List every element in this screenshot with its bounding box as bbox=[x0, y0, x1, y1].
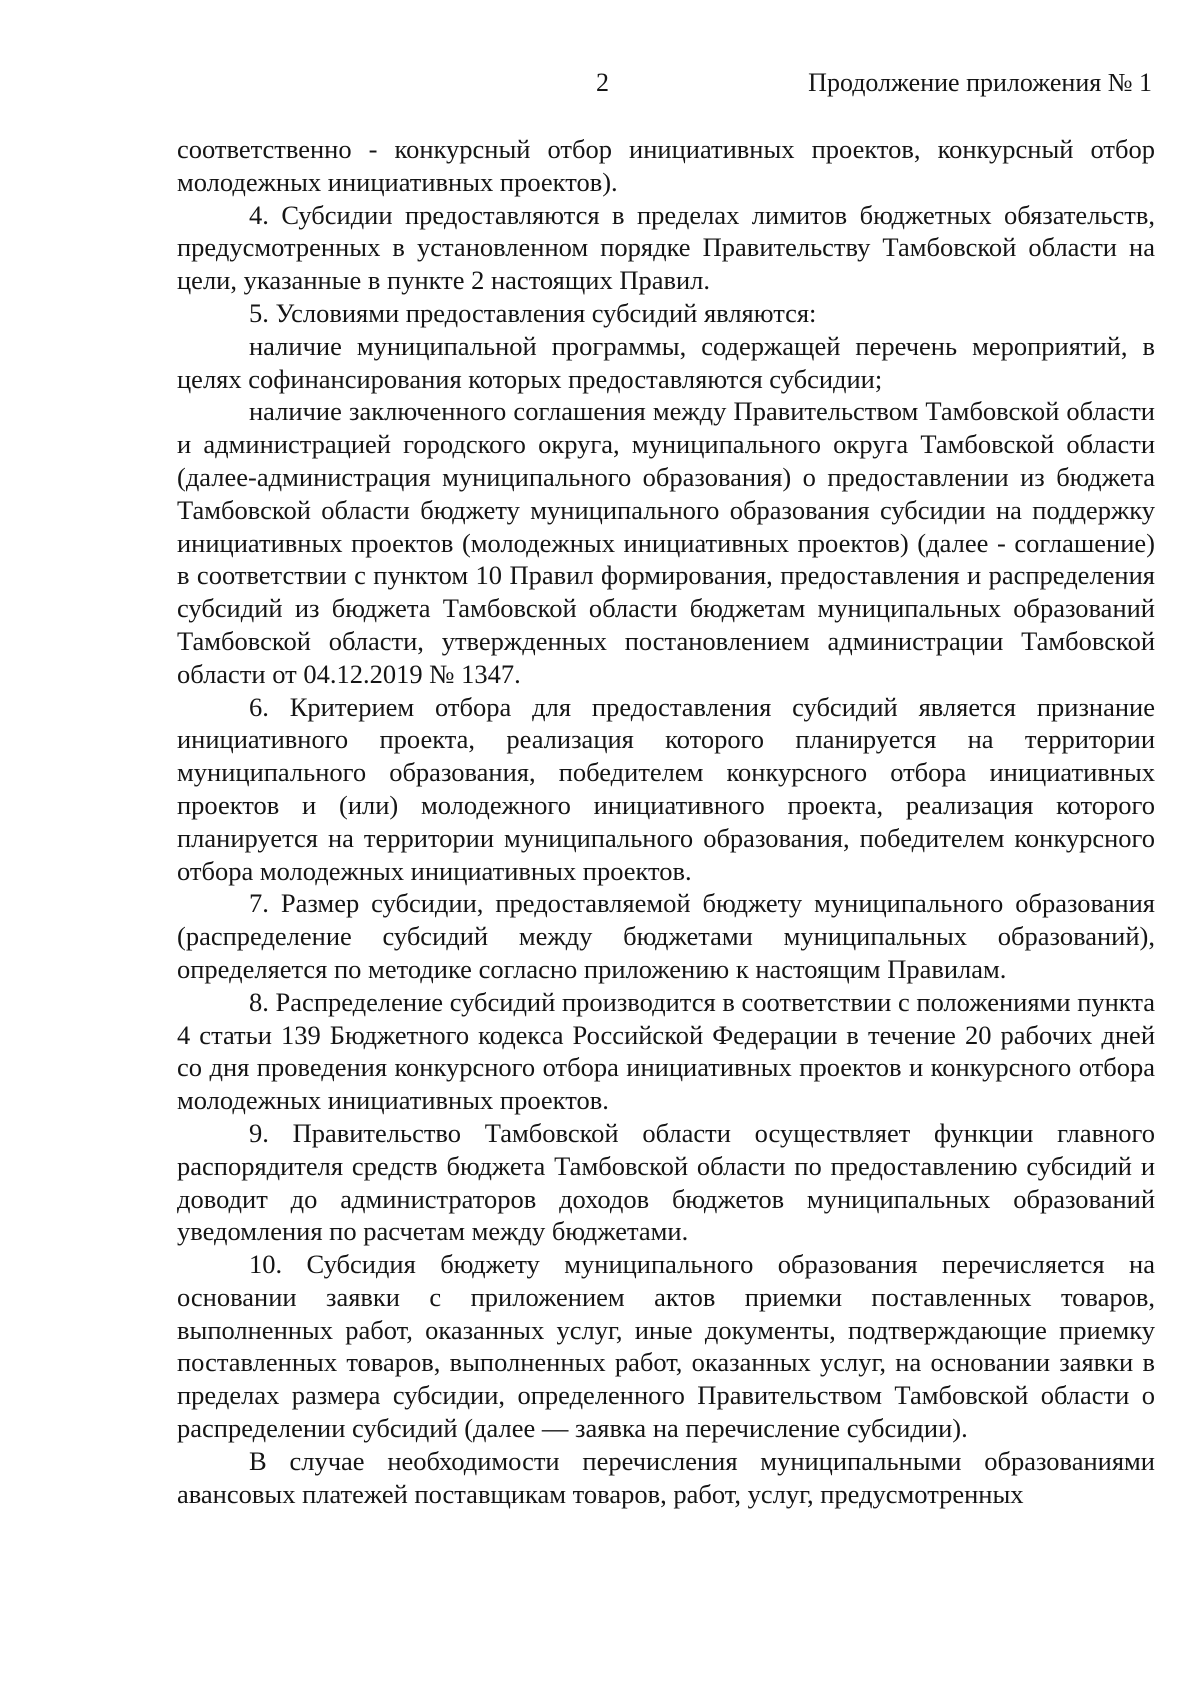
page-number: 2 bbox=[596, 68, 609, 97]
paragraph-5: 5. Условиями предоставления субсидий являются: bbox=[249, 297, 817, 328]
paragraph-continuation: соответственно - конкурсный отбор инициативных проектов, конкурсный отбор молодежных инициативных проектов). bbox=[177, 134, 1155, 197]
document-body bbox=[177, 133, 1155, 1510]
paragraph-8: 8. Распределение субсидий производится в соответствии с положениями пункта 4 статьи 139 Бюджетного кодекса Российской Федерации в течение 20 рабочих дней со дня проведения конкурсного отбора инициативных проектов и конкурсного отбора молодежных инициативных проектов. bbox=[177, 986, 1155, 1116]
paragraph-6: 6. Критерием отбора для предоставления субсидий является признание инициативного проекта, реализация которого планируется на территории муниципального образования, победителем конкурсного отбора инициативных проектов и (или) молодежного инициативного проекта, реализация которого планируется на территории муниципального образования, победителем конкурсного отбора молодежных инициативных проектов. bbox=[177, 691, 1155, 886]
paragraph-5-item-2: наличие заключенного соглашения между Правительством Тамбовской области и администрацией городского округа, муниципального округа Тамбовской области (далее-администрация муниципального образования) о предоставлении из бюджета Тамбовской области бюджету муниципального образования субсидии на поддержку инициативных проектов (молодежных инициативных проектов) (далее - соглашение) в соответствии с пунктом 10 Правил формирования, предоставления и распределения субсидий из бюджета Тамбовской области бюджетам муниципальных образований Тамбовской области, утвержденных постановлением администрации Тамбовской области от 04.12.2019 № 1347. bbox=[177, 396, 1155, 689]
paragraph-4: 4. Субсидии предоставляются в пределах лимитов бюджетных обязательств, предусмотренных в установленном порядке Правительству Тамбовской области на цели, указанные в пункте 2 настоящих Правил. bbox=[177, 199, 1155, 296]
paragraph-9: 9. Правительство Тамбовской области осуществляет функции главного распорядителя средств бюджета Тамбовской области по предоставлению субсидий и доводит до администраторов доходов бюджетов муниципальных образований уведомления по расчетам между бюджетами. bbox=[177, 1117, 1155, 1247]
paragraph-5-item-1: наличие муниципальной программы, содержащей перечень мероприятий, в целях софинансирования которых предоставляются субсидии; bbox=[177, 330, 1155, 394]
paragraph-10: 10. Субсидия бюджету муниципального образования перечисляется на основании заявки с приложением актов приемки поставленных товаров, выполненных работ, оказанных услуг, иные документы, подтверждающие приемку поставленных товаров, выполненных работ, оказанных услуг, на основании заявки в пределах размера субсидии, определенного Правительством Тамбовской области о распределении субсидий (далее — заявка на перечисление субсидии). bbox=[177, 1249, 1155, 1444]
paragraph-advance-payments: В случае необходимости перечисления муниципальными образованиями авансовых платежей поставщикам товаров, работ, услуг, предусмотренных bbox=[177, 1445, 1155, 1509]
paragraph-7: 7. Размер субсидии, предоставляемой бюджету муниципального образования (распределение субсидий между бюджетами муниципальных образований), определяется по методике согласно приложению к настоящим Правилам. bbox=[177, 888, 1155, 984]
continuation-header: Продолжение приложения № 1 bbox=[808, 68, 1152, 97]
